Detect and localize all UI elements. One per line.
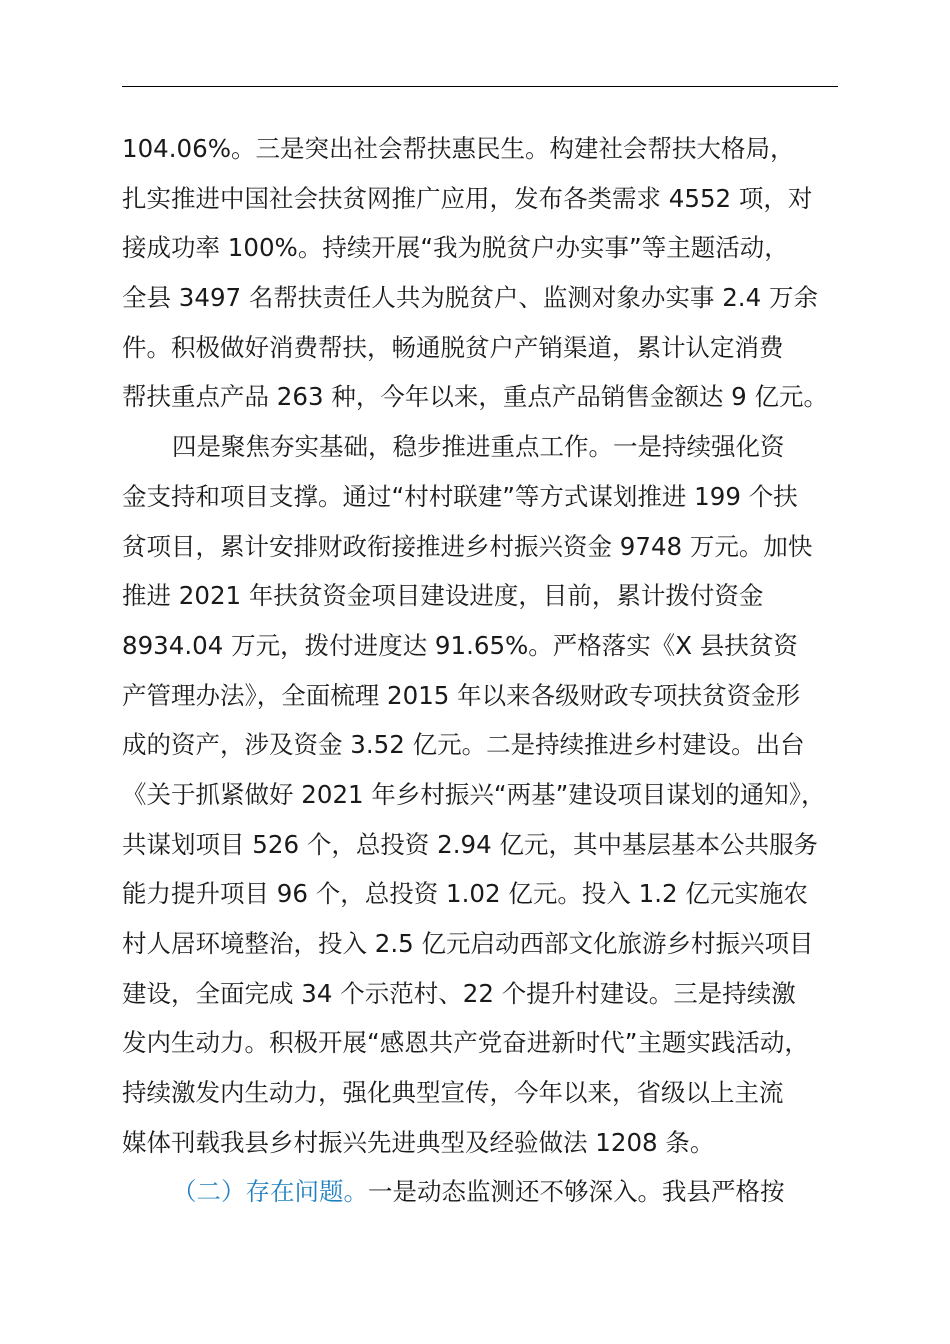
header-rule	[122, 86, 838, 87]
text-line: 共谋划项目 526 个，总投资 2.94 亿元，其中基层基本公共服务	[122, 829, 818, 859]
text-line: 全县 3497 名帮扶责任人共为脱贫户、监测对象办实事 2.4 万余	[122, 283, 818, 313]
text-line: 金支持和项目支撑。通过“村村联建”等方式谋划推进 199 个扶	[122, 481, 798, 511]
text-line: 能力提升项目 96 个，总投资 1.02 亿元。投入 1.2 亿元实施农	[122, 879, 808, 909]
text-line: 发内生动力。积极开展“感恩共产党奋进新时代”主题实践活动，	[122, 1028, 809, 1058]
text-line: 产管理办法》，全面梳理 2015 年以来各级财政专项扶贫资金形	[122, 680, 801, 710]
document-body	[122, 124, 838, 1217]
text-line: 扎实推进中国社会扶贫网推广应用，发布各类需求 4552 项，对	[122, 183, 813, 213]
section-heading-line	[122, 1167, 838, 1217]
text-line: 贫项目，累计安排财政衔接推进乡村振兴资金 9748 万元。加快	[122, 531, 813, 561]
text-line: 《关于抓紧做好 2021 年乡村振兴“两基”建设项目谋划的通知》，	[122, 779, 826, 809]
text-line: 建设，全面完成 34 个示范村、22 个提升村建设。三是持续激	[122, 978, 796, 1008]
text-line: 成的资产，涉及资金 3.52 亿元。二是持续推进乡村建设。出台	[122, 730, 805, 760]
text-line: 帮扶重点产品 263 种，今年以来，重点产品销售金额达 9 亿元。	[122, 382, 828, 412]
text-line: 村人居环境整治，投入 2.5 亿元启动西部文化旅游乡村振兴项目	[122, 929, 814, 958]
text-line: 接成功率 100%。持续开展“我为脱贫户办实事”等主题活动，	[122, 233, 789, 263]
text-line: 媒体刊载我县乡村振兴先进典型及经验做法 1208 条。	[122, 1127, 715, 1157]
text-line: 件。积极做好消费帮扶，畅通脱贫户产销渠道，累计认定消费	[122, 332, 784, 362]
text-line: 104.06%。三是突出社会帮扶惠民生。构建社会帮扶大格局，	[122, 134, 795, 163]
section-text: 一是动态监测还不够深入。我县严格按	[368, 1177, 785, 1207]
paragraph-start-line: 四是聚焦夯实基础，稳步推进重点工作。一是持续强化资	[172, 432, 785, 462]
text-line: 推进 2021 年扶贫资金项目建设进度，目前，累计拨付资金	[122, 581, 764, 611]
text-line: 8934.04 万元，拨付进度达 91.65%。严格落实《X 县扶贫资	[122, 630, 798, 660]
text-line: 持续激发内生动力，强化典型宣传，今年以来，省级以上主流	[122, 1078, 784, 1108]
section-heading: （二）存在问题。	[172, 1177, 368, 1207]
